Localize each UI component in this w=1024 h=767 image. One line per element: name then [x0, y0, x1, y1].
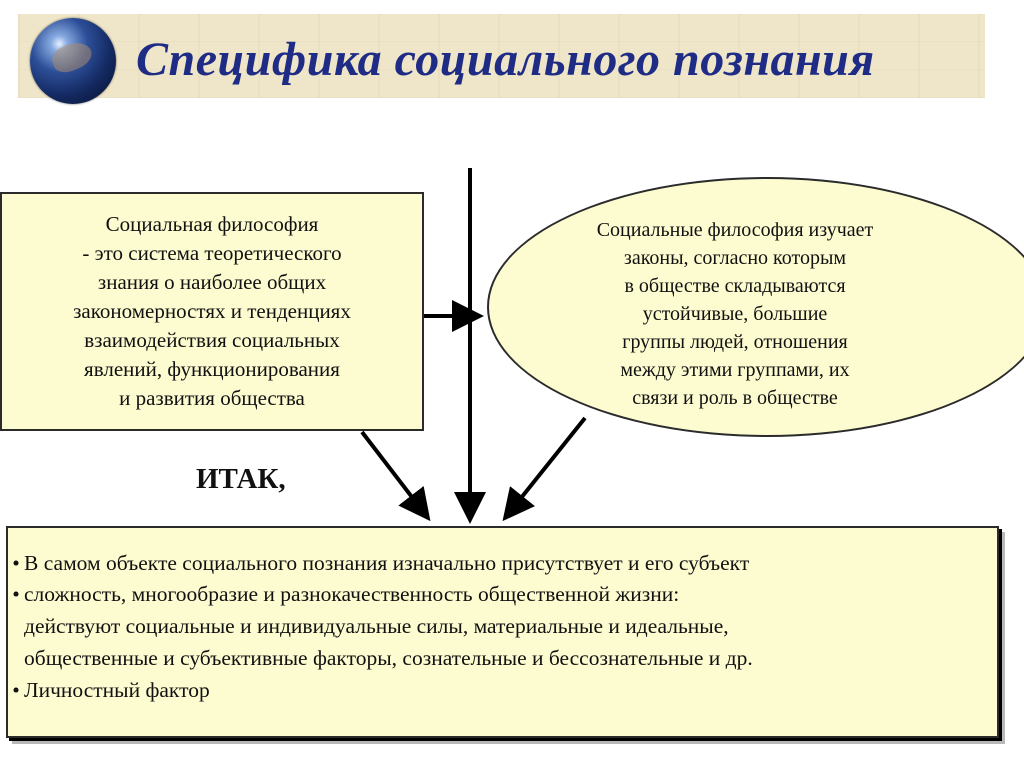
definition-line: - это система теоретического — [82, 241, 342, 265]
definition-line: закономерностях и тенденциях — [73, 299, 351, 323]
right-diagonal-arrow — [505, 418, 585, 518]
oval-line: в обществе складываются — [624, 275, 846, 297]
conclusion-text: сложность, многообразие и разнокачественность общественной жизни: — [24, 582, 680, 606]
page-title: Специфика социального познания — [136, 33, 875, 86]
definition-line: и развития общества — [119, 386, 305, 410]
oval-line: связи и роль в обществе — [632, 387, 838, 409]
oval-line: группы людей, отношения — [622, 331, 848, 353]
definition-line: явлений, функционирования — [84, 357, 340, 381]
bullet-icon: • — [12, 582, 20, 606]
oval-line: Социальные философия изучает — [596, 219, 874, 241]
left-diagonal-arrow — [362, 432, 428, 518]
bullet-icon: • — [12, 551, 20, 575]
oval-line: между этими группами, их — [620, 359, 850, 381]
conclusion-text: общественные и субъективные факторы, сознательные и бессознательные и др. — [24, 646, 753, 670]
oval-line: устойчивые, большие — [642, 303, 828, 325]
definition-line: взаимодействия социальных — [84, 328, 340, 352]
definition-line: Социальная философия — [105, 212, 319, 236]
bullet-icon: • — [12, 678, 20, 702]
conclusion-text: действуют социальные и индивидуальные силы, материальные и идеальные, — [24, 614, 729, 638]
oval-line: законы, согласно которым — [623, 247, 847, 269]
itak-label: ИТАК, — [196, 463, 286, 495]
conclusion-text: В самом объекте социального познания изначально присутствует и его субъект — [24, 551, 750, 575]
definition-line: знания о наиболее общих — [97, 270, 327, 294]
conclusion-text: Личностный фактор — [24, 678, 210, 702]
